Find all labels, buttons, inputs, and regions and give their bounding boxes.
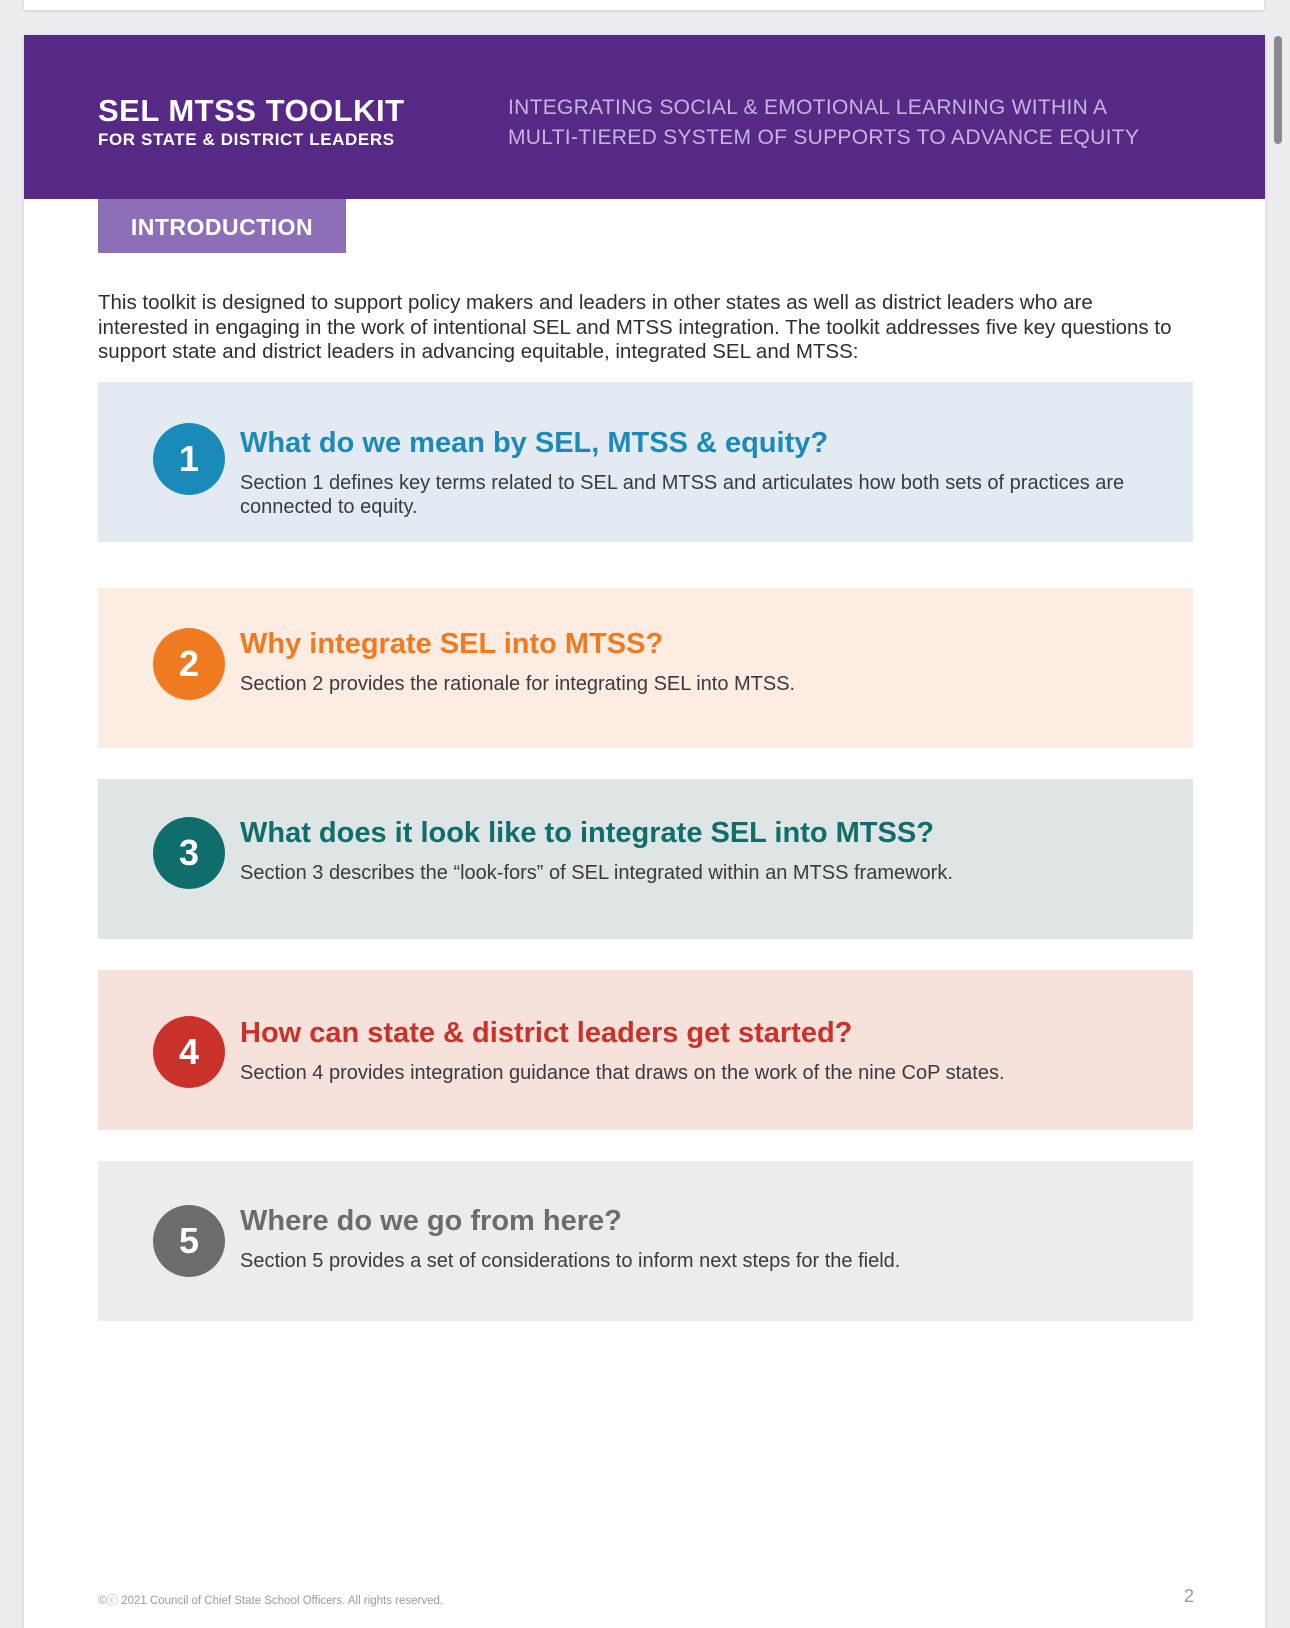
tagline-line-1: INTEGRATING SOCIAL & EMOTIONAL LEARNING WITHIN A: [508, 96, 1108, 119]
number-badge-2: 2: [153, 628, 225, 700]
question-description-4: Section 4 provides integration guidance that draws on the work of the nine CoP states.: [240, 1062, 1005, 1084]
toolkit-title: SEL MTSS TOOLKIT: [98, 93, 405, 128]
number-badge-1: 1: [153, 423, 225, 495]
number-badge-5: 5: [153, 1205, 225, 1277]
question-card-3: [98, 779, 1193, 939]
number-badge-4: 4: [153, 1016, 225, 1088]
question-description-2: Section 2 provides the rationale for integrating SEL into MTSS.: [240, 673, 796, 695]
question-title-2: Why integrate SEL into MTSS?: [240, 628, 664, 660]
question-card-5: [98, 1161, 1193, 1321]
intro-paragraph: This toolkit is designed to support policy makers and leaders in other states as well as district leaders who are interested in engaging in the work of intentional SEL and MTSS integration. The toolkit addresses five key questions to support state and district leaders in advancing equitable, integrated SEL and MTSS:: [98, 291, 1172, 363]
previous-page-edge: [24, 0, 1264, 10]
tagline-line-2: MULTI-TIERED SYSTEM OF SUPPORTS TO ADVANCE EQUITY: [508, 126, 1140, 149]
number-badge-3: 3: [153, 817, 225, 889]
question-description-5: Section 5 provides a set of considerations to inform next steps for the field.: [240, 1250, 901, 1272]
page-header: [24, 35, 1265, 199]
question-title-4: How can state & district leaders get started?: [240, 1017, 853, 1049]
question-title-3: What does it look like to integrate SEL into MTSS?: [240, 817, 934, 849]
scrollbar-thumb[interactable]: [1274, 36, 1282, 144]
question-card-4: [98, 970, 1193, 1130]
question-description-1: Section 1 defines key terms related to SEL and MTSS and articulates how both sets of practices are connected to equity.: [240, 472, 1125, 518]
toolkit-tagline: [508, 93, 1228, 153]
question-title-1: What do we mean by SEL, MTSS & equity?: [240, 427, 829, 459]
section-tab-introduction: INTRODUCTION: [98, 199, 346, 253]
copyright-notice: ©ⓒ 2021 Council of Chief State School Officers. All rights reserved.: [98, 1595, 444, 1607]
page-number: 2: [1184, 1586, 1195, 1606]
toolkit-subtitle: FOR STATE & DISTRICT LEADERS: [98, 130, 395, 149]
question-card-1: [98, 382, 1193, 542]
question-title-5: Where do we go from here?: [240, 1205, 622, 1237]
document-page: [24, 35, 1265, 1628]
question-card-2: [98, 588, 1193, 748]
question-description-3: Section 3 describes the “look-fors” of SEL integrated within an MTSS framework.: [240, 862, 953, 884]
